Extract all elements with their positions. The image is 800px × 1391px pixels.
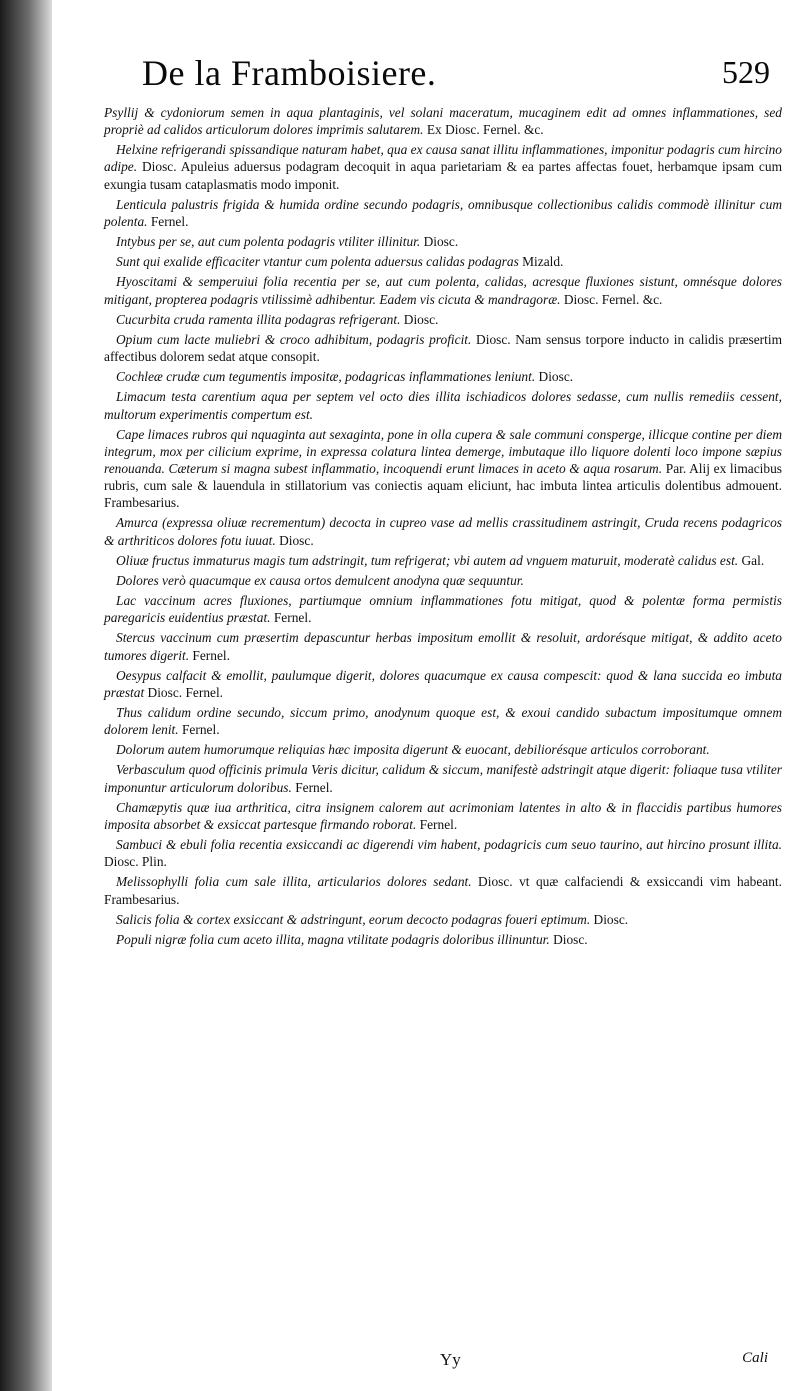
source-citation: Mizald. xyxy=(518,254,564,270)
source-citation: Diosc. Plin. xyxy=(104,854,167,870)
paragraph-text: Opium cum lacte muliebri & croco adhibitum, podagris proficit. xyxy=(116,331,472,347)
paragraph xyxy=(104,426,782,512)
paragraph xyxy=(104,836,782,870)
paragraph xyxy=(104,104,782,138)
source-citation: Diosc. xyxy=(275,532,314,548)
source-citation: Diosc. xyxy=(549,931,588,947)
paragraph xyxy=(104,514,782,548)
paragraph xyxy=(104,704,782,738)
paragraph xyxy=(104,873,782,907)
source-citation: Diosc. Nam sensus torpore inducto in calidis præsertim affectibus dolorem sedat atque consopit. xyxy=(104,331,782,365)
page-footer xyxy=(0,1350,800,1380)
source-citation: Fernel. xyxy=(291,779,333,795)
paragraph-text: Dolorum autem humorumque reliquias hæc imposita digerunt & euocant, debiliorésque articulos corroborant. xyxy=(116,742,710,758)
paragraph-text: Cochleæ crudæ cum tegumentis impositæ, podagricas inflammationes leniunt. xyxy=(116,369,536,385)
paragraph-text: Populi nigræ folia cum aceto illita, magna vtilitate podagris doloribus illinuntur. xyxy=(116,931,550,947)
paragraph xyxy=(104,572,782,589)
source-citation: Diosc. xyxy=(590,911,629,927)
running-title: De la Framboisiere. xyxy=(142,53,437,93)
body-text xyxy=(104,104,782,948)
paragraph xyxy=(104,331,782,365)
paragraph-text: Stercus vaccinum cum præsertim depascuntur herbas impositum emollit & resoluit, ardorésque mitigat, & addito aceto tumores digerit. xyxy=(104,630,782,663)
paragraph xyxy=(104,253,782,270)
binding-gutter-shadow xyxy=(0,0,52,1391)
source-citation: Diosc. xyxy=(420,234,459,250)
paragraph xyxy=(104,552,782,569)
paragraph-text: Melissophylli folia cum sale illita, articularios dolores sedant. xyxy=(116,874,472,890)
paragraph-text: Dolores verò quacumque ex causa ortos demulcent anodyna quæ sequuntur. xyxy=(116,572,524,588)
paragraph-text: Salicis folia & cortex exsiccant & adstringunt, eorum decocto podagras foueri eptimum. xyxy=(116,911,591,927)
paragraph-text: Sambuci & ebuli folia recentia exsiccandi ac digerendi vim habent, podagricis cum seuo taurino, aut hircino prosunt illita. xyxy=(116,837,782,853)
source-citation: Fernel. xyxy=(270,610,312,626)
paragraph-text: Hyoscitami & semperuiui folia recentia per se, aut cum polenta, calidas, acresque fluxiones sistunt, omnésque dolores mitigant, propterea podagris vtilissimè adhibentur. Eadem vis cicuta & mandragoræ. xyxy=(104,274,782,307)
source-citation: Diosc. Apuleius aduersus podagram decoquit in aqua parietariam & ea partes affectas fouet, herbamque ipsam cum exungia tusam cataplasmatis modo imponit. xyxy=(104,159,782,192)
paragraph xyxy=(104,761,782,795)
paragraph-text: Thus calidum ordine secundo, siccum primo, anodynum quoque est, & exoui candido subactum impositumque omnem dolorem lenit. xyxy=(104,705,782,738)
source-citation: Fernel. xyxy=(189,647,230,663)
catchword: Cali xyxy=(742,1350,768,1366)
source-citation: Fernel. xyxy=(178,722,220,738)
paragraph-text: Lac vaccinum acres fluxiones, partiumque omnium inflammationes fotu mitigat, quod & polentæ forma permistis paregaricis euidentius præstat. xyxy=(104,593,782,626)
paragraph xyxy=(104,233,782,250)
source-citation: Diosc. Fernel. &c. xyxy=(560,291,663,307)
source-citation: Par. Alij ex limacibus rubris, cum sale & lauendula in stillatorium vas coniectis aquam eliciunt, hac imbuta lintea articulis dolentibus admouent. Frambesarius. xyxy=(104,460,782,511)
signature-mark: Yy xyxy=(440,1350,461,1369)
paragraph-text: Helxine refrigerandi spissandique naturam habet, qua ex causa sanat illitu inflammationes, imponitur podagris cum hircino adipe. xyxy=(104,142,782,175)
paragraph xyxy=(104,931,782,948)
source-citation: Diosc. xyxy=(535,369,574,385)
paragraph xyxy=(104,741,782,758)
paragraph-text: Oesypus calfacit & emollit, paulumque digerit, dolores quacumque ex causa compescit: quod & lana succida eo imbuta præstat xyxy=(104,667,782,700)
paragraph-text: Limacum testa carentium aqua per septem vel octo dies illita ischiadicos dolores sedasse, cum nullis remediis cessent, multorum experimentis compertum est. xyxy=(104,389,782,422)
paragraph xyxy=(104,592,782,626)
source-citation: Diosc. xyxy=(400,311,439,327)
paragraph xyxy=(104,368,782,385)
paragraph xyxy=(104,311,782,328)
paragraph xyxy=(104,799,782,833)
paragraph-text: Intybus per se, aut cum polenta podagris vtiliter illinitur. xyxy=(116,234,421,250)
paragraph-text: Psyllij & cydoniorum semen in aqua plantaginis, vel solani maceratum, mucaginem edit ad omnes inflammationes, sed propriè ad calidos articulorum dolores imprimis salutarem. xyxy=(104,105,782,138)
paragraph xyxy=(104,388,782,422)
paragraph xyxy=(104,667,782,701)
paragraph-text: Chamæpytis quæ iua arthritica, citra insignem calorem aut acrimoniam latentes in alto & in flaccidis partibus humores imposita absorbet & exsiccat partesque firmando roborat. xyxy=(104,799,782,832)
source-citation: Gal. xyxy=(738,552,765,568)
source-citation: Ex Diosc. Fernel. &c. xyxy=(423,122,544,138)
source-citation: Diosc. vt quæ calfaciendi & exsiccandi vim habeant. Frambesarius. xyxy=(104,874,783,907)
paragraph-text: Cucurbita cruda ramenta illita podagras refrigerant. xyxy=(116,311,401,327)
paragraph xyxy=(104,273,782,307)
paragraph-text: Verbasculum quod officinis primula Veris dicitur, calidum & siccum, manifestè adstringit atque digerit: foliaque tusa vtiliter imponuntur articulorum doloribus. xyxy=(104,762,782,795)
paragraph-text: Cape limaces rubros qui nquaginta aut sexaginta, pone in olla cupera & sale communi consperge, illicque contine per diem integrum, mox per cilicium exprime, in expressa colatura lintea demerge, imbutaque illo liquore dolenti loco impone sæpius renouanda. Cæterum si magna subest inflammatio, incoquendi erunt limaces in aceto & aqua rosarum. xyxy=(104,426,782,476)
paragraph xyxy=(104,196,782,230)
page-header xyxy=(104,52,782,104)
page-number: 529 xyxy=(722,54,770,90)
source-citation: Fernel. xyxy=(147,213,189,229)
paragraph xyxy=(104,629,782,663)
source-citation: Fernel. xyxy=(416,816,458,832)
paragraph-text: Oliuæ fructus immaturus magis tum adstringit, tum refrigerat; vbi autem ad vnguem maturuit, moderatè calidus est. xyxy=(116,552,739,568)
paragraph-text: Sunt qui exalide efficaciter vtantur cum polenta aduersus calidas podagras xyxy=(116,254,519,270)
paragraph-text: Lenticula palustris frigida & humida ordine secundo podagris, omnibusque collectionibus calidis commodè illinitur cum polenta. xyxy=(104,196,782,229)
paragraph xyxy=(104,911,782,928)
paragraph xyxy=(104,141,782,192)
source-citation: Diosc. Fernel. xyxy=(144,684,224,700)
paragraph-text: Amurca (expressa oliuæ recrementum) decocta in cupreo vase ad mellis crassitudinem astringit, Cruda recens podagricos & arthriticos dolores fotu iuuat. xyxy=(104,515,782,548)
